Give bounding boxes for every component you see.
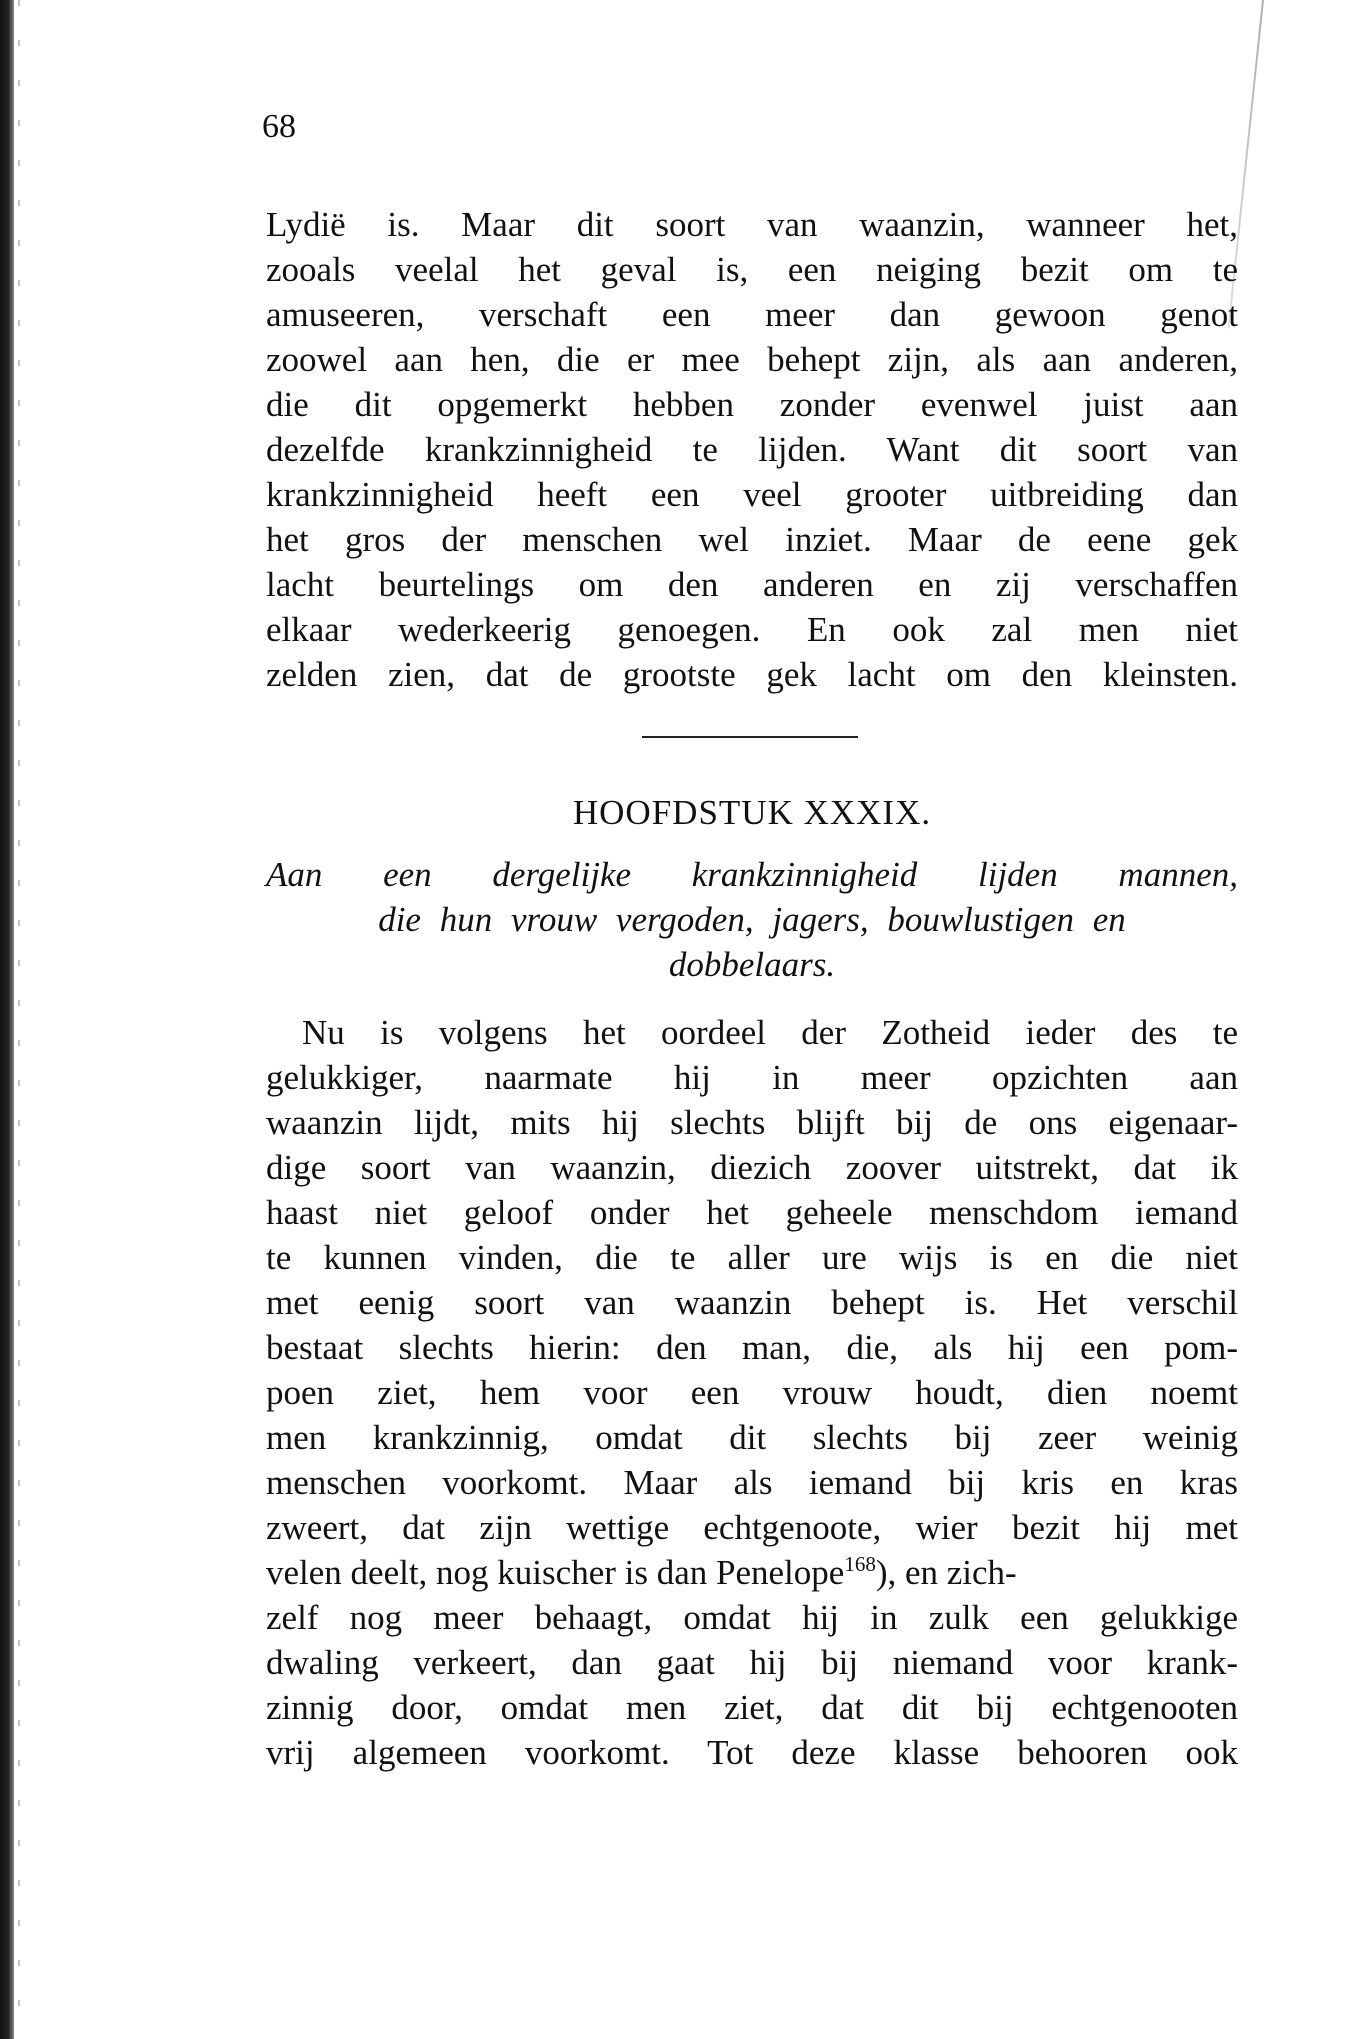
text-line: amuseeren, verschaft een meer dan gewoon genot	[266, 295, 1238, 334]
text-line: men krankzinnig, omdat dit slechts bij zeer weinig	[266, 1418, 1238, 1457]
page-number: 68	[262, 108, 296, 145]
text-line: poen ziet, hem voor een vrouw houdt, dien noemt	[266, 1373, 1238, 1412]
text-line: dezelfde krankzinnigheid te lijden. Want dit soort van	[266, 430, 1238, 469]
paragraph-2	[266, 1010, 1238, 1775]
paragraph-1	[266, 202, 1238, 697]
text-line: zweert, dat zijn wettige echtgenoote, wier bezit hij met	[266, 1508, 1238, 1547]
text-fragment: ), en zich-	[875, 1553, 1017, 1592]
text-line: haast niet geloof onder het geheele menschdom iemand	[266, 1193, 1238, 1232]
text-line: zooals veelal het geval is, een neiging bezit om te	[266, 250, 1238, 289]
text-line: te kunnen vinden, die te aller ure wijs is en die niet	[266, 1238, 1238, 1277]
text-line: lacht beurtelings om den anderen en zij verschaffen	[266, 565, 1238, 604]
scan-edge	[0, 0, 14, 2039]
section-divider	[642, 736, 858, 738]
subtitle-line: Aan een dergelijke krankzinnigheid lijden mannen,	[266, 855, 1238, 894]
scan-edge-marks	[18, 0, 20, 2039]
subtitle-line: die hun vrouw vergoden, jagers, bouwlustigen en	[378, 900, 1126, 939]
subtitle-line: dobbelaars.	[668, 945, 836, 984]
text-line: menschen voorkomt. Maar als iemand bij kris en kras	[266, 1463, 1238, 1502]
text-line: Lydië is. Maar dit soort van waanzin, wanneer het,	[266, 205, 1238, 244]
text-line: zoowel aan hen, die er mee behept zijn, als aan anderen,	[266, 340, 1238, 379]
text-line: die dit opgemerkt hebben zonder evenwel juist aan	[266, 385, 1238, 424]
text-line: krankzinnigheid heeft een veel grooter uitbreiding dan	[266, 475, 1238, 514]
text-line: Nu is volgens het oordeel der Zotheid ieder des te	[302, 1013, 1238, 1052]
chapter-subtitle	[266, 852, 1238, 987]
footnote-reference[interactable]: 168	[844, 1552, 876, 1576]
text-line: vrij algemeen voorkomt. Tot deze klasse behooren ook	[266, 1733, 1238, 1772]
text-line: bestaat slechts hierin: den man, die, als hij een pom-	[266, 1328, 1238, 1367]
text-line: dige soort van waanzin, diezich zoover uitstrekt, dat ik	[266, 1148, 1238, 1187]
text-line: elkaar wederkeerig genoegen. En ook zal men niet	[266, 610, 1238, 649]
text-line: zelden zien, dat de grootste gek lacht om den kleinsten.	[266, 655, 1238, 694]
text-line: zinnig door, omdat men ziet, dat dit bij echtgenooten	[266, 1688, 1238, 1727]
text-fragment: velen deelt, nog kuischer is dan Penelope	[266, 1553, 845, 1592]
chapter-heading: HOOFDSTUK XXXIX.	[572, 793, 932, 832]
text-line: dwaling verkeert, dan gaat hij bij niemand voor krank-	[266, 1643, 1238, 1682]
text-line: zelf nog meer behaagt, omdat hij in zulk een gelukkige	[266, 1598, 1238, 1637]
text-line: met eenig soort van waanzin behept is. Het verschil	[266, 1283, 1238, 1322]
text-line: gelukkiger, naarmate hij in meer opzichten aan	[266, 1058, 1238, 1097]
text-line: waanzin lijdt, mits hij slechts blijft bij de ons eigenaar-	[266, 1103, 1238, 1142]
text-line: het gros der menschen wel inziet. Maar de eene gek	[266, 520, 1238, 559]
text-line-footnote	[266, 1550, 1238, 1595]
